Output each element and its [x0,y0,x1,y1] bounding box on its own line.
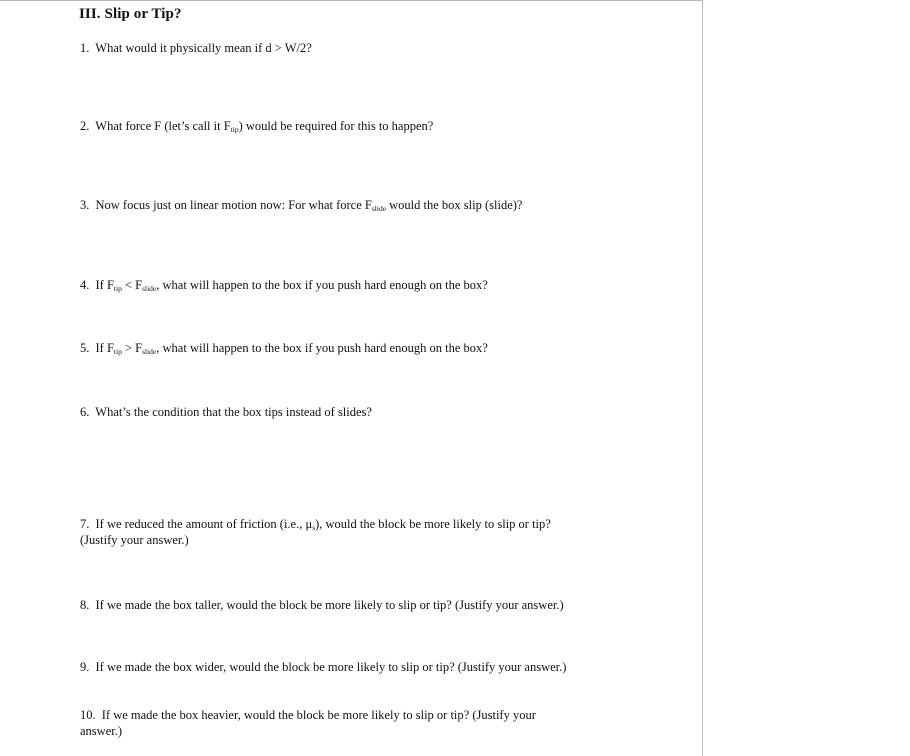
question-number: 1. [80,41,90,55]
question-text-line2: (Justify your answer.) [80,533,189,547]
question-number: 7. [80,517,90,531]
question-5 [80,340,670,356]
question-9 [80,659,670,675]
question-number: 9. [80,660,90,674]
subscript-s: s [312,523,316,532]
question-8 [80,597,670,613]
question-number: 3. [80,198,90,212]
subscript-tip: tip [113,284,122,293]
question-text: If we reduced the amount of friction (i.e., $\mu_s$), would the block be more likely to slip or tip? [95,517,551,532]
subscript-slide: slide [371,204,387,213]
question-text: If $F_{tip} < F_{slide}$, what will happen to the box if you push hard enough on the box? [95,278,488,293]
question-text: If we made the box wider, would the block be more likely to slip or tip? (Justify your answer.) [95,660,567,674]
question-4 [80,277,670,293]
section-heading: III. Slip or Tip? [79,6,182,22]
question-7 [80,516,670,548]
question-number: 2. [80,119,90,133]
question-text-line2: answer.) [80,724,122,738]
subscript-slide: slide [142,284,157,293]
question-text: Now focus just on linear motion now: For what force $F_{slide}$ would the box slip (slide)? [95,198,523,213]
question-number: 5. [80,341,90,355]
question-number: 4. [80,278,90,292]
question-text: If $F_{tip} > F_{slide}$, what will happen to the box if you push hard enough on the box? [95,341,488,356]
question-3 [80,197,670,213]
subscript-slide: slide [142,347,157,356]
subscript-tip: tip [113,347,122,356]
question-text: What would it physically mean if d > W/2? [95,41,312,55]
question-text: What’s the condition that the box tips instead of slides? [95,405,372,419]
question-6 [80,404,670,420]
subscript-tip: tip [230,125,239,134]
question-10 [80,707,670,739]
question-2 [80,118,670,134]
question-number: 6. [80,405,90,419]
question-text: If we made the box heavier, would the block be more likely to slip or tip? (Justify your [101,708,536,722]
question-text: What force F (let’s call it $F_{tip}$) would be required for this to happen? [95,119,434,134]
question-1 [80,40,670,56]
question-number: 10. [80,708,96,722]
question-text: If we made the box taller, would the block be more likely to slip or tip? (Justify your answer.) [95,598,564,612]
question-number: 8. [80,598,90,612]
